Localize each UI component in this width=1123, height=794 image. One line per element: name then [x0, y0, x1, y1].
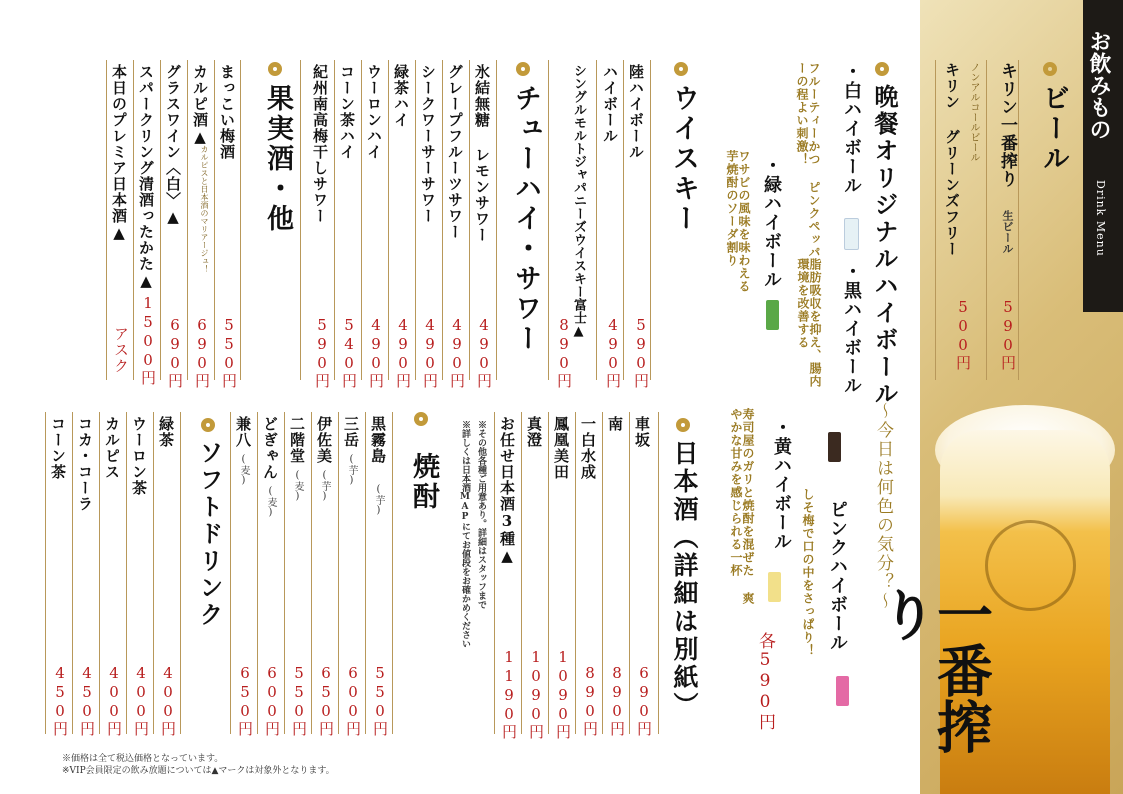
fruit-item-name: グラスワイン〈白〉▲ [164, 64, 182, 227]
soft-item-name: 緑茶 [157, 416, 175, 448]
shochu-item-sub: (麦) [292, 470, 303, 502]
whisky-item-name: ハイボール [601, 64, 619, 144]
beer-heading: ビール [1038, 84, 1069, 174]
chuhai-heading: チューハイ・サワー [510, 84, 541, 354]
shochu-item-name: 伊佐美 [315, 416, 333, 464]
soft-item-name: コーン茶 [49, 416, 67, 480]
sake-item-price: 1090円 [527, 648, 545, 740]
fruit-item-price: 690円 [166, 316, 184, 389]
footer-note: ※VIP会員限定の飲み放題については▲マークは対象外となります。 [62, 766, 335, 776]
beer-item-name: キリン一番搾り [997, 62, 1017, 188]
soft-item-price: 400円 [132, 664, 150, 737]
highball-item-desc: ワサビの風味を味わえる 芋焼酎のソーダ割り [725, 150, 751, 293]
shochu-item-sub: (麦) [238, 454, 249, 486]
fruit-item-name: まっこい梅酒 [218, 64, 236, 160]
sake-item-name: 真澄 [525, 416, 543, 448]
chuhai-item-name: 紀州南高梅干しサワー [311, 64, 329, 224]
sake-item-name: 車坂 [633, 416, 651, 448]
yellow-highball-badge [768, 572, 781, 602]
chuhai-item-name: 緑茶ハイ [392, 64, 410, 128]
soft-item-price: 400円 [105, 664, 123, 737]
beer-item-price: 590円 [999, 298, 1017, 371]
sake-item-name: 南 [606, 416, 624, 432]
fruit-item-price: 550円 [220, 316, 238, 389]
sake-heading: 日本酒（詳細は別紙） [670, 440, 699, 720]
chuhai-item-name: グレープフルーツサワー [446, 64, 464, 240]
whisky-item-price: 590円 [632, 316, 650, 389]
shochu-item-sub: (芋) [319, 470, 330, 502]
soft-item-name: ウーロン茶 [130, 416, 148, 496]
chuhai-item-name: コーン茶ハイ [338, 64, 356, 160]
sake-item-price: 1190円 [500, 648, 518, 740]
whisky-heading: ウイスキー [668, 84, 699, 234]
chuhai-item-price: 490円 [421, 316, 439, 389]
shochu-item-sub: (麦) [265, 486, 276, 518]
shochu-item-price: 650円 [236, 664, 254, 737]
shochu-item-name: 二階堂 [288, 416, 306, 464]
shochu-item-sub: (芋) [346, 454, 357, 486]
highball-heading: 晩餐オリジナルハイボール [870, 84, 899, 408]
ichiban-shibori-logo: 一番搾り [872, 586, 993, 754]
black-highball-badge [828, 432, 841, 462]
shochu-item-name: どぎゃん [261, 416, 279, 480]
beer-item-price: 500円 [954, 298, 972, 371]
soft-item-price: 450円 [51, 664, 69, 737]
sake-item-price: 890円 [581, 664, 599, 737]
chuhai-item-name: ウーロンハイ [365, 64, 383, 160]
sake-item-price: 1090円 [554, 648, 572, 740]
white-highball-badge [844, 218, 859, 250]
menu-title: お飲みもの [1086, 30, 1112, 140]
whisky-item-price: 890円 [555, 316, 573, 389]
highball-item-desc: フルーティーかつ ピンクペッパーの程よい刺激！ [795, 62, 821, 259]
shochu-item-price: 600円 [344, 664, 362, 737]
chuhai-item-name: 氷結無糖 レモンサワー [473, 64, 491, 243]
fruit-item-name: 本日のプレミア日本酒▲ [110, 64, 128, 243]
sake-note: ※詳しくは日本酒MAPにてお値段をお確かめください [460, 420, 470, 648]
highball-item-name: ・緑ハイボール [761, 156, 782, 289]
fruit-item-price: 690円 [193, 316, 211, 389]
highball-item-desc: しそ梅で口の中をさっぱり！ [801, 488, 815, 657]
soft-item-name: カルピス [103, 416, 121, 480]
chuhai-item-price: 490円 [367, 316, 385, 389]
sake-item-name: 一白水成 [579, 416, 597, 480]
beer-item-name: キリン グリーンズフリー [943, 62, 961, 257]
menu-subtitle: Drink Menu [1094, 180, 1107, 257]
soft-item-price: 450円 [78, 664, 96, 737]
sake-item-name: お任せ日本酒3種▲ [498, 416, 516, 566]
sake-item-price: 690円 [635, 664, 653, 737]
highball-tagline: ～今日は何色の気分？～ [873, 402, 893, 611]
beer-item-sub: ノンアルコールビール [968, 62, 979, 162]
whisky-item-price: 490円 [604, 316, 622, 389]
soft-item-price: 400円 [159, 664, 177, 737]
green-highball-badge [766, 300, 779, 330]
highball-item-desc: 脂肪吸収を抑え、腸内環境を改善する [796, 258, 822, 388]
sake-item-name: 鳳凰美田 [552, 416, 570, 480]
shochu-item-price: 600円 [263, 664, 281, 737]
chuhai-item-price: 540円 [340, 316, 358, 389]
highball-price: 各590円 [755, 632, 775, 731]
sake-item-price: 890円 [608, 664, 626, 737]
shochu-item-name: 黒霧島 [369, 416, 387, 464]
highball-item-name: ・黄ハイボール [771, 418, 792, 551]
soft-item-name: コカ・コーラ [76, 416, 94, 512]
highball-item-name: ・黒ハイボール [841, 262, 862, 395]
chuhai-item-price: 490円 [394, 316, 412, 389]
kirin-emblem [985, 520, 1076, 611]
fruit-item-name: カルピ酒▲ [191, 64, 209, 147]
footer-note: ※価格は全て税込価格となっています。 [62, 754, 224, 764]
shochu-heading: 焼酎 [408, 452, 439, 512]
shochu-item-name: 兼八 [234, 416, 252, 448]
whisky-item-name: シングルモルトジャパニーズウイスキー富士▲ [571, 64, 586, 339]
highball-item-name: ・白ハイボール [841, 62, 862, 195]
fruit-heading: 果実酒・他 [262, 84, 293, 234]
beer-item-sub: 生ビール [1001, 210, 1014, 254]
chuhai-item-price: 490円 [448, 316, 466, 389]
whisky-item-name: 陸ハイボール [627, 64, 645, 160]
highball-item-name: ピンクハイボール [827, 500, 848, 652]
shochu-item-price: 550円 [371, 664, 389, 737]
sake-note: ※その他各種ご用意あり。詳細はスタッフまで [476, 420, 486, 609]
fruit-item-name: スパークリング清酒ったかた▲ [137, 64, 155, 291]
shochu-item-price: 550円 [290, 664, 308, 737]
chuhai-item-name: シークワーサーサワー [419, 64, 437, 224]
pink-highball-badge [836, 676, 849, 706]
fruit-item-price: 1500円 [139, 294, 157, 386]
chuhai-item-price: 490円 [475, 316, 493, 389]
fruit-item-price: アスク [112, 326, 130, 374]
fruit-item-sub: カルピスと日本酒のマリアージュ！ [200, 145, 209, 273]
shochu-item-price: 650円 [317, 664, 335, 737]
chuhai-item-price: 590円 [313, 316, 331, 389]
shochu-item-sub: (芋) [373, 484, 384, 516]
shochu-item-name: 三岳 [342, 416, 360, 448]
soft-heading: ソフトドリンク [195, 440, 224, 629]
highball-item-desc: 寿司屋のガリと焼酎を混ぜた 爽やかな甘みを感じられる一杯 [729, 408, 755, 605]
